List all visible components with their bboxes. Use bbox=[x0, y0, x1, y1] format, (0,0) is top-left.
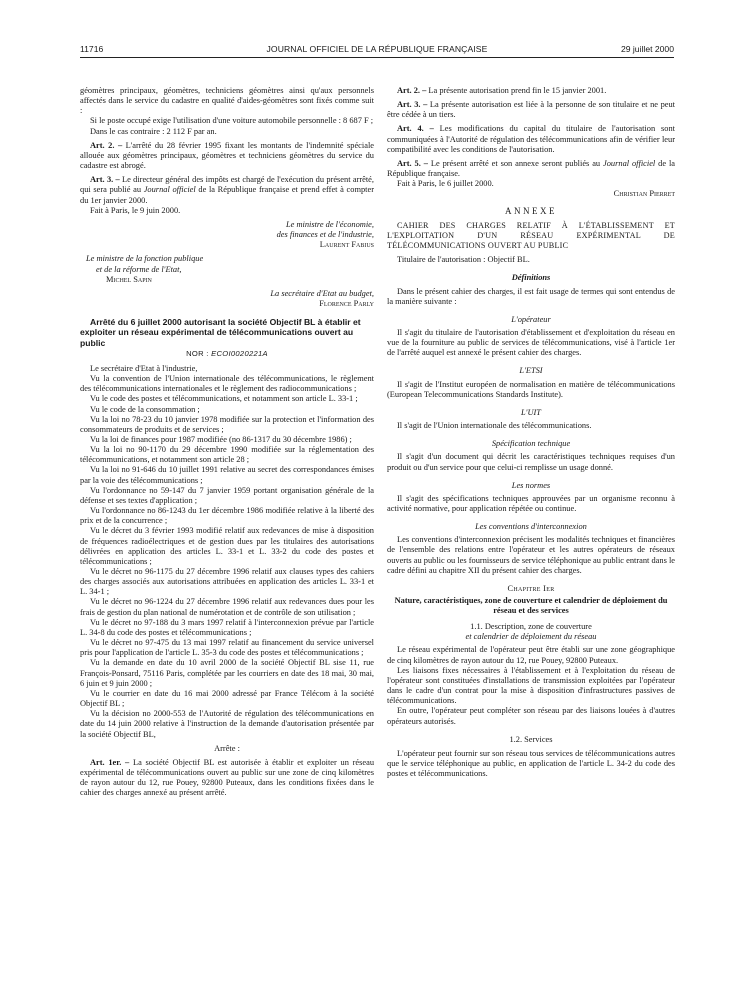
signature-title: des finances et de l'industrie, bbox=[276, 230, 374, 240]
article-3 bbox=[387, 100, 675, 120]
page-header bbox=[80, 44, 674, 58]
article-text: La présente autorisation est liée à la personne de son titulaire et ne peut être cédée à un tiers. bbox=[387, 100, 675, 120]
arrete-heading: Arrête : bbox=[214, 743, 240, 753]
article-text: de la République française. bbox=[387, 158, 676, 179]
definition-term: L'UIT bbox=[521, 407, 541, 417]
article-3 bbox=[80, 175, 374, 205]
visa-item: Vu la loi no 78-23 du 10 janvier 1978 modifiée sur la protection et l'information des consommateurs de produits et de services ; bbox=[80, 414, 374, 434]
visa-item: Vu le décret du 3 février 1993 modifié relatif aux redevances de mise à disposition de fréquences radioélectriques et de gestion dues par les titulaires des autorisations délivrées en application des articles L. 33-1 et L. 33-2 du code des postes et télécommunications ; bbox=[80, 526, 374, 566]
paragraph: Le réseau expérimental de l'opérateur peut être établi sur une zone géographique de cinq kilomètres de rayon autour du 12, rue Pouey, 92800 Puteaux. bbox=[387, 645, 675, 665]
visa-item: Vu le décret no 96-1224 du 27 décembre 1996 relatif aux redevances dues pour les frais de gestion du plan national de numérotation et de contrôle de son utilisation ; bbox=[80, 597, 374, 617]
date-line: Fait à Paris, le 6 juillet 2000. bbox=[397, 179, 494, 189]
article-text: La société Objectif BL est autorisée à établir et exploiter un réseau expérimental de télécommunications ouvert au public sur une zone de cinq kilomètres de rayon autour du 12, rue Pouey, 92800 Puteaux, dans les conditions fixées dans le cahier des charges annexé au présent arrêté. bbox=[80, 757, 375, 798]
journal-reference: Journal officiel bbox=[603, 158, 656, 168]
nor-label: NOR : bbox=[186, 348, 212, 358]
article-text: Les modifications du capital du titulaire de l'autorisation sont communiquées à l'Autorité de régulation des télécommunications afin de vérifier leur compatibilité avec les conditions de l'autorisation. bbox=[387, 124, 675, 154]
paragraph: Dans le présent cahier des charges, il est fait usage de termes qui sont entendus de la manière suivante : bbox=[387, 286, 675, 306]
visa-item: Vu le code de la consommation ; bbox=[90, 404, 200, 414]
paragraph: Il s'agit de l'Union internationale des télécommunications. bbox=[397, 421, 592, 431]
chapter-heading: Chapitre Ier bbox=[507, 583, 555, 593]
visa-item: Vu l'ordonnance no 86-1243 du 1er décembre 1986 modifiée relative à la liberté des prix et de la concurrence ; bbox=[80, 506, 374, 526]
article-1 bbox=[80, 758, 374, 799]
definition-term: L'opérateur bbox=[511, 314, 551, 324]
header-rule bbox=[80, 57, 674, 58]
article-label: Art. 3. – bbox=[90, 175, 120, 185]
cahier-title: CAHIER DES CHARGES RELATIF À L'ÉTABLISSEMENT ET L'EXPLOITATION D'UN RÉSEAU EXPÉRIMENTAL DE TÉLÉCOMMUNICATIONS OUVERT AU PUBLIC bbox=[387, 220, 675, 251]
article-2 bbox=[387, 86, 675, 96]
paragraph: Il s'agit d'un document qui décrit les caractéristiques techniques requises d'un produit ou d'un service pour que celui-ci remplisse un usage donné. bbox=[387, 452, 675, 472]
article-5 bbox=[387, 159, 675, 179]
paragraph: Les conventions d'interconnexion précisent les modalités techniques et financières de l'ensemble des relations entre l'opérateur et les autres opérateurs de réseaux ouverts au public ou les fournisseurs de service téléphonique au public entrant dans le cadre défini au chapitre XII du présent cahier des charges. bbox=[387, 535, 675, 575]
visa-item: Vu le décret no 96-1175 du 27 décembre 1996 relatif aux clauses types des cahiers des charges associés aux autorisations attribuées en application des articles L. 33-1 et L. 34-1 ; bbox=[80, 567, 374, 597]
article-text: Le présent arrêté et son annexe seront publiés au bbox=[427, 158, 604, 168]
titulaire-line: Titulaire de l'autorisation : Objectif BL. bbox=[397, 255, 530, 265]
article-label: Art. 5. – bbox=[397, 158, 428, 168]
paragraph: Il s'agit des spécifications techniques approuvées par un organisme reconnu à activité normative, pour application répétée ou continue. bbox=[387, 493, 675, 513]
signatory-name: Laurent Fabius bbox=[319, 240, 374, 250]
left-column bbox=[80, 86, 374, 798]
journal-title: JOURNAL OFFICIEL DE LA RÉPUBLIQUE FRANÇAISE bbox=[266, 44, 488, 54]
article-text: de la République française et prend effet à compter du 1er janvier 2000. bbox=[80, 185, 374, 205]
annexe-heading: ANNEXE bbox=[505, 205, 557, 216]
signature-title: La secrétaire d'Etat au budget, bbox=[270, 288, 374, 298]
visa-item: Vu la loi no 91-646 du 10 juillet 1991 relative au secret des correspondances émises par la voie des télécommunications ; bbox=[80, 465, 374, 485]
visa-item: Vu le décret no 97-188 du 3 mars 1997 relatif à l'interconnexion prévue par l'article L. 34-8 du code des postes et télécommunications ; bbox=[80, 617, 374, 637]
article-label: Art. 4. – bbox=[397, 124, 434, 134]
signature-title: Le ministre de la fonction publique bbox=[86, 254, 204, 264]
chapter-title: Nature, caractéristiques, zone de couverture et calendrier de déploiement du réseau et des services bbox=[394, 596, 668, 616]
section-title-part: 1.1. Description, zone de couverture bbox=[470, 622, 592, 632]
article-label: Art. 2. – bbox=[397, 86, 427, 95]
signatory-name: Florence Parly bbox=[319, 298, 374, 308]
page-number: 11716 bbox=[80, 44, 104, 54]
visa-item: Vu la loi de finances pour 1987 modifiée (no 86-1317 du 30 décembre 1986) ; bbox=[90, 434, 352, 444]
visa-item: Vu le code des postes et télécommunications, et notamment son article L. 33-1 ; bbox=[90, 394, 358, 404]
date-line: Fait à Paris, le 9 juin 2000. bbox=[90, 205, 181, 215]
article-text: La présente autorisation prend fin le 15 janvier 2001. bbox=[426, 86, 607, 95]
paragraph: En outre, l'opérateur peut compléter son réseau par des liaisons louées à d'autres opérateurs autorisés. bbox=[387, 706, 675, 726]
paragraph: géomètres principaux, géomètres, techniciens géomètres ainsi qu'aux personnels affectés dans le service du cadastre en qualité d'aides-géomètres sont fixés comme suit : bbox=[80, 86, 374, 116]
section-heading: 1.2. Services bbox=[509, 734, 553, 744]
definition-term: Spécification technique bbox=[491, 439, 571, 449]
visa-item: Vu la décision no 2000-553 de l'Autorité de régulation des télécommunications en date du 14 juin 2000 relative à l'instruction de la demande d'autorisation présentée par la société Objectif BL, bbox=[80, 709, 374, 739]
paragraph: L'opérateur peut fournir sur son réseau tous services de télécommunications autres que le service téléphonique au public, en application de l'article L. 34-2 du code des postes et télécommunications. bbox=[387, 748, 675, 779]
article-2 bbox=[80, 141, 374, 171]
paragraph: Les liaisons fixes nécessaires à l'établissement et à l'exploitation du réseau de l'opérateur sont constituées d'installations de transmission exploitées par l'opérateur dans le cadre d'un contrat pour la mise à disposition d'infrastructures passives de télécommunications. bbox=[387, 665, 675, 706]
visa-item: Vu la loi no 90-1170 du 29 décembre 1990 modifiée sur la réglementation des télécommunications, et notamment son article 28 ; bbox=[80, 445, 374, 465]
section-subtitle: et calendrier de déploiement du réseau bbox=[465, 632, 597, 642]
article-label: Art. 3. – bbox=[397, 100, 428, 110]
definition-term: Les conventions d'interconnexion bbox=[475, 522, 587, 532]
paragraph: Le secrétaire d'Etat à l'industrie, bbox=[90, 363, 198, 373]
section-heading: Définitions bbox=[511, 273, 551, 283]
visa-item: Vu le décret no 97-475 du 13 mai 1997 relatif au financement du service universel pris pour l'application de l'article L. 35-3 du code des postes et télécommunications ; bbox=[80, 638, 374, 658]
article-text: Le directeur général des impôts est chargé de l'exécution du présent arrêté, qui sera publié au bbox=[80, 175, 374, 195]
right-column bbox=[387, 86, 675, 779]
article-label: Art. 1er. – bbox=[90, 757, 130, 767]
definition-term: L'ETSI bbox=[519, 366, 543, 376]
visa-item: Vu le courrier en date du 16 mai 2000 adressé par France Télécom à la société Objectif BL ; bbox=[80, 688, 374, 709]
paragraph: Il s'agit de l'Institut européen de normalisation en matière de télécommunications (European Telecommunications Standards Institute). bbox=[387, 379, 675, 399]
issue-date: 29 juillet 2000 bbox=[620, 44, 674, 54]
signature-title: Le ministre de l'économie, bbox=[285, 219, 374, 229]
definition-term: Les normes bbox=[511, 480, 551, 490]
article-4 bbox=[387, 124, 675, 154]
paragraph: Si le poste occupé exige l'utilisation d'une voiture automobile personnelle : 8 687 F ; bbox=[90, 116, 374, 126]
signature-title: et de la réforme de l'Etat, bbox=[96, 264, 182, 274]
visa-item: Vu la convention de l'Union internationale des télécommunications, le règlement des télécommunications internationales et le règlement des radiocommunications ; bbox=[80, 374, 374, 394]
section-number-title bbox=[387, 622, 675, 632]
nor-reference bbox=[80, 349, 374, 359]
journal-reference: Journal officiel bbox=[143, 185, 196, 195]
paragraph: Il s'agit du titulaire de l'autorisation d'établissement et d'exploitation du réseau en vue de la fourniture au public de services de télécommunications, visé à l'article 1er de l'arrêté auquel est annexé le présent cahier des charges. bbox=[387, 327, 675, 358]
article-label: Art. 2. – bbox=[90, 140, 123, 150]
article-text: L'arrêté du 28 février 1995 fixant les montants de l'indemnité spéciale allouée aux géomètres principaux, géomètres et techniciens géomètres du service du cadastre est abrogé. bbox=[80, 140, 374, 171]
visa-item: Vu la demande en date du 10 avril 2000 de la société Objectif BL sise 11, rue François-Ponsard, 75116 Paris, complétée par les courriers en date des 18 mai, 30 mai, 6 juin et 9 juin 2000 ; bbox=[80, 658, 374, 688]
decree-title: Arrêté du 6 juillet 2000 autorisant la société Objectif BL à établir et exploiter un réseau expérimental de télécommunications ouvert au public bbox=[80, 317, 361, 348]
nor-code: ECOI0020221A bbox=[211, 348, 268, 358]
visa-item: Vu l'ordonnance no 59-147 du 7 janvier 1959 portant organisation générale de la défense et ses textes d'application ; bbox=[80, 485, 374, 505]
paragraph: Dans le cas contraire : 2 112 F par an. bbox=[90, 126, 217, 136]
signatory-name: Christian Pierret bbox=[613, 189, 675, 199]
signatory-name: Michel Sapin bbox=[106, 274, 152, 284]
